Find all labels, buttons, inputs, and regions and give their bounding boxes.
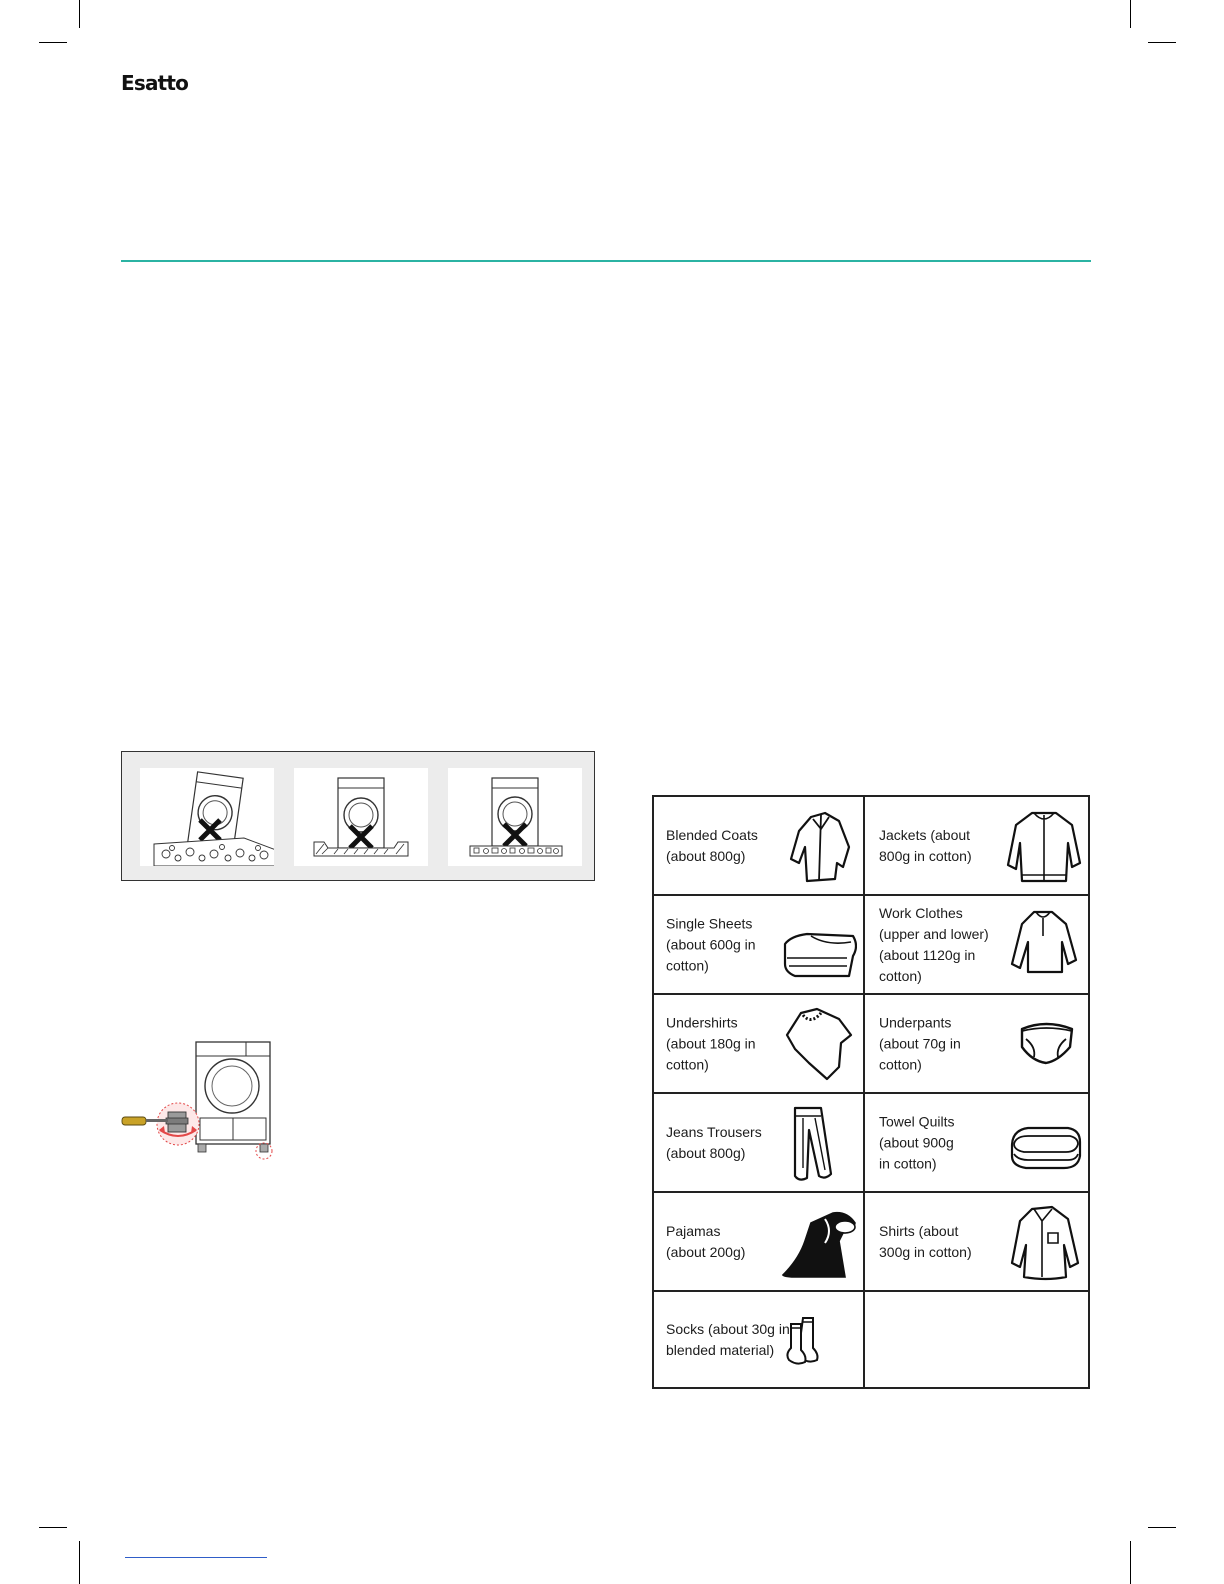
cell-label: Undershirts (about 180g in cotton) — [666, 1014, 756, 1072]
jeans-icon — [781, 1104, 857, 1182]
coat-icon — [781, 807, 857, 885]
undershirt-icon — [781, 1005, 857, 1083]
shirt-icon — [1006, 1203, 1082, 1281]
level-panel-uneven-ground — [140, 768, 274, 866]
crop-mark — [1148, 42, 1176, 43]
cell-label: Jackets (about 800g in cotton) — [879, 826, 972, 864]
crop-mark — [1130, 1541, 1131, 1584]
table-cell — [865, 797, 1088, 894]
crop-mark — [1130, 0, 1131, 28]
socks-icon — [783, 1314, 825, 1366]
jacket-icon — [1006, 807, 1082, 885]
dryer-on-gravel-icon — [448, 768, 582, 866]
crop-mark — [1148, 1527, 1176, 1528]
leveling-warning-figure — [121, 751, 595, 881]
cell-label: Single Sheets (about 600g in cotton) — [666, 915, 756, 973]
sheet-icon — [781, 906, 857, 984]
level-panel-soft-ground — [448, 768, 582, 866]
level-panel-raised-edges — [294, 768, 428, 866]
towel-icon — [1006, 1104, 1082, 1182]
table-cell-empty — [865, 1292, 1088, 1387]
table-cell — [654, 1094, 863, 1191]
table-cell — [865, 995, 1088, 1092]
cell-label: Jeans Trousers (about 800g) — [666, 1123, 762, 1161]
table-cell — [654, 896, 863, 993]
dryer-on-plinth-icon — [294, 768, 428, 866]
cell-label: Work Clothes (upper and lower) (about 1120g in cotton) — [879, 904, 989, 984]
crop-mark — [39, 42, 67, 43]
header-rule — [121, 260, 1091, 262]
table-cell — [865, 896, 1088, 993]
crop-mark — [79, 0, 80, 28]
work-clothes-icon — [1006, 906, 1082, 984]
adjust-feet-icon — [118, 1038, 278, 1163]
laundry-weight-table — [652, 795, 1090, 1389]
cell-label: Blended Coats (about 800g) — [666, 826, 758, 864]
crop-mark — [39, 1527, 67, 1528]
cell-label: Towel Quilts (about 900g in cotton) — [879, 1113, 955, 1171]
foot-adjustment-figure — [118, 1038, 278, 1163]
tilted-dryer-icon — [140, 768, 274, 866]
pajamas-icon — [781, 1203, 857, 1281]
cell-label: Underpants (about 70g in cotton) — [879, 1014, 961, 1072]
brand-logo: Esatto — [121, 71, 189, 95]
table-cell — [865, 1193, 1088, 1290]
underpants-icon — [1006, 1005, 1082, 1083]
table-cell — [654, 1193, 863, 1290]
table-cell — [654, 995, 863, 1092]
table-cell — [865, 1094, 1088, 1191]
table-cell — [654, 1292, 863, 1387]
table-cell — [654, 797, 863, 894]
footer-link-underline — [125, 1557, 267, 1558]
cell-label: Pajamas (about 200g) — [666, 1222, 746, 1260]
cell-label: Socks (about 30g in blended material) — [666, 1320, 790, 1358]
cell-label: Shirts (about 300g in cotton) — [879, 1222, 972, 1260]
crop-mark — [79, 1541, 80, 1584]
